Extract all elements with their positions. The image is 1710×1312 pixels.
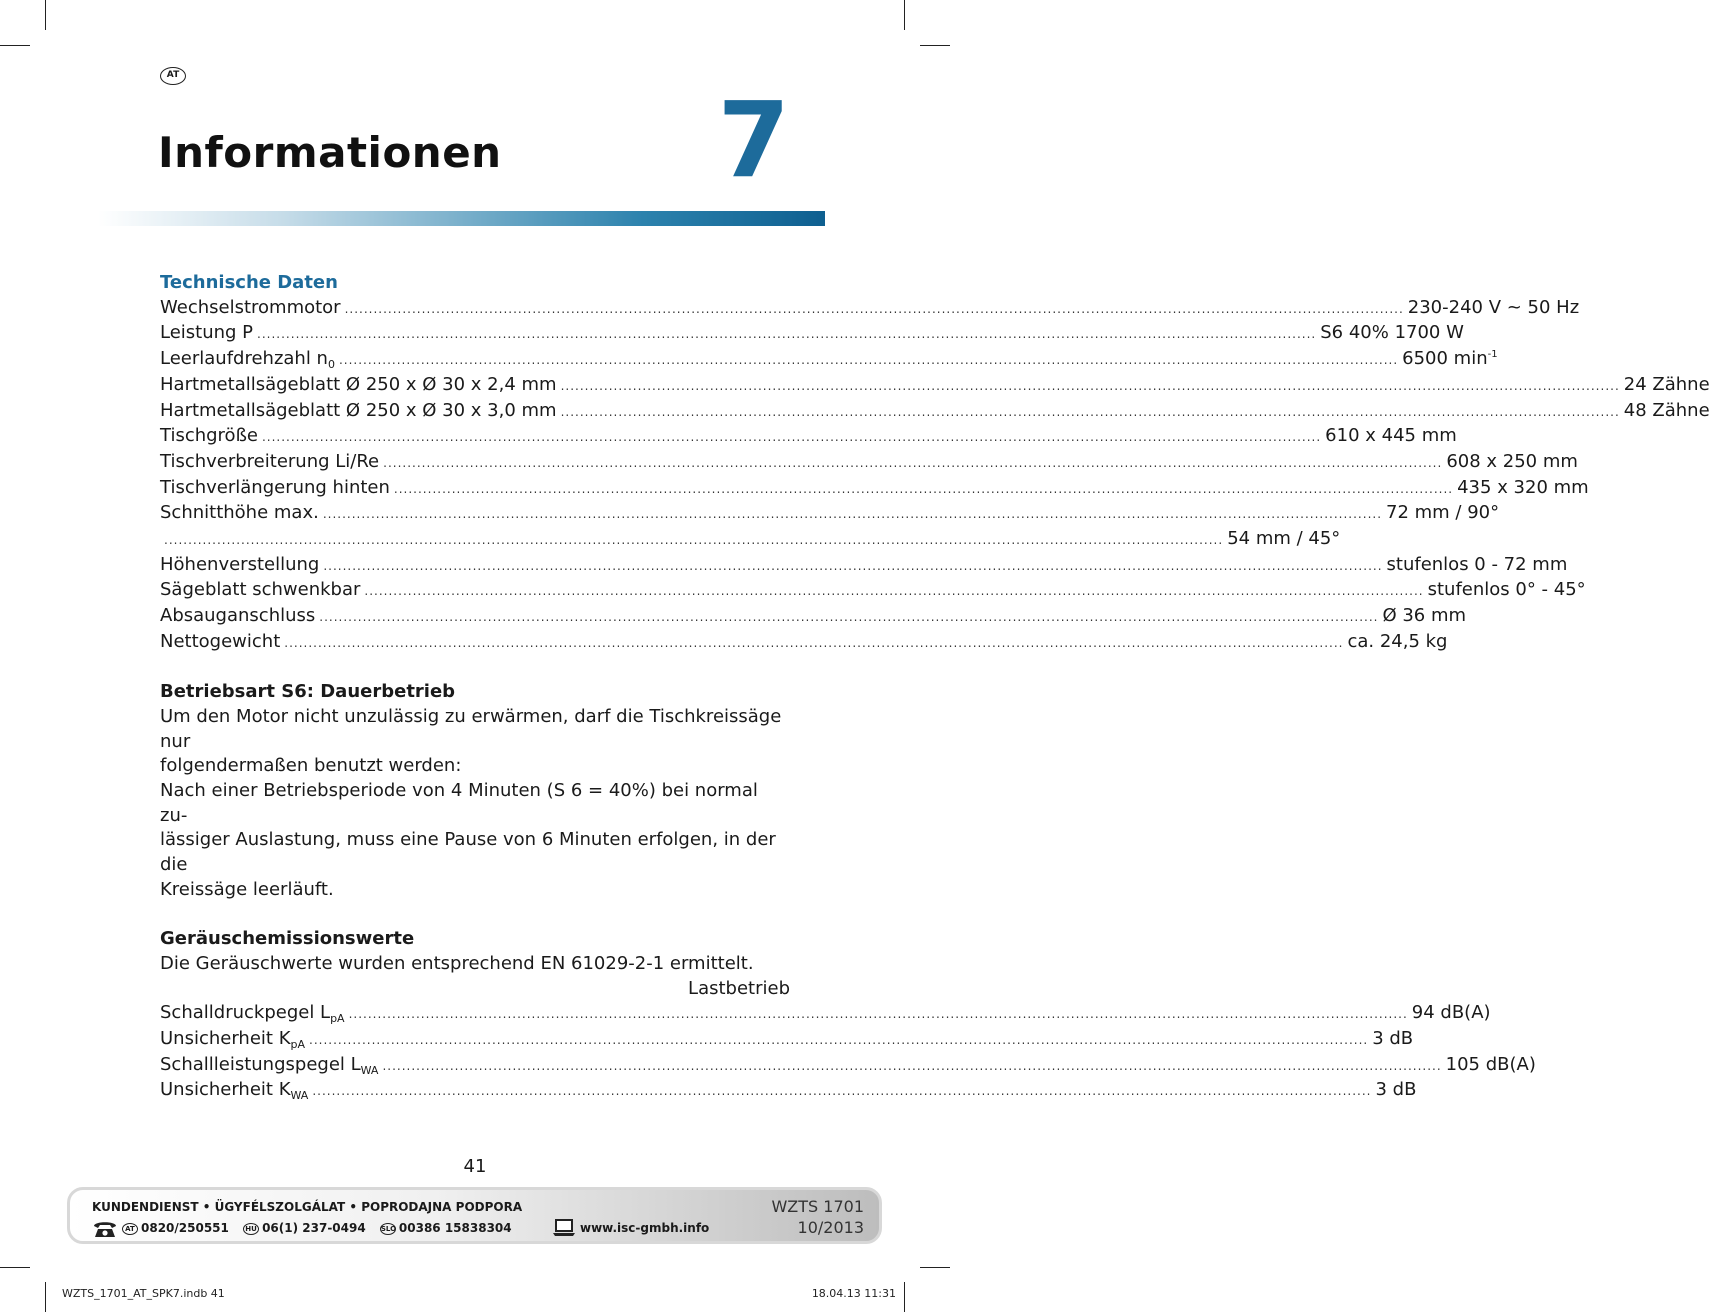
mode-line: Um den Motor nicht unzulässig zu erwärmen, darf die Tischkreissäge nur [160, 705, 782, 752]
spec-row-label: Höhenverstellung [160, 553, 320, 575]
spec-row [160, 604, 1467, 630]
spec-row [160, 630, 1448, 656]
country-badge: AT [160, 67, 186, 85]
service-footer [67, 1187, 882, 1244]
spec-row [160, 476, 1589, 502]
noise-row-value: 94 dB(A) [1411, 1002, 1491, 1024]
noise-row [160, 1053, 1536, 1079]
spec-row-value: 610 x 445 mm [1325, 425, 1457, 447]
dot-leader: ............................................................................................................................................................................................................................ [164, 533, 1224, 548]
spec-row-label: Leistung P [160, 322, 254, 344]
spec-row-value: 6500 $\min^{-1}$ [1402, 348, 1498, 370]
crop-mark [0, 1267, 30, 1268]
spec-row-value: stufenlos 0° - 45° [1427, 579, 1586, 601]
spec-row [160, 553, 1568, 579]
dot-leader: ............................................................................................................................................................................................................................ [348, 1007, 1408, 1022]
noise-row-label: Unsicherheit $K_{pA}$ [160, 1028, 306, 1052]
mode-line: Kreissäge leerläuft. [160, 878, 334, 900]
chapter-number: 7 [717, 79, 790, 201]
noise-row-label: Unsicherheit $K_{WA}$ [160, 1079, 309, 1103]
mode-line: folgendermaßen benutzt werden: [160, 755, 462, 777]
spec-row [160, 501, 1500, 527]
spec-row [160, 296, 1580, 322]
crop-mark [45, 1282, 46, 1312]
crop-mark [0, 45, 30, 46]
spec-row [160, 373, 1710, 399]
spec-row [160, 527, 1341, 553]
noise-row-label: Schalldruckpegel $L_{pA}$ [160, 1002, 345, 1026]
crop-mark [45, 0, 46, 30]
dot-leader: ............................................................................................................................................................................................................................ [383, 455, 1443, 470]
spec-row-value: 230-240 V ~ 50 Hz [1407, 296, 1580, 318]
phone-numbers [122, 1221, 512, 1235]
spec-row [160, 399, 1710, 425]
dot-leader: ............................................................................................................................................................................................................................ [323, 558, 1383, 573]
dot-leader: ............................................................................................................................................................................................................................ [319, 610, 1379, 625]
spec-row [160, 347, 1498, 373]
country-code-at: AT [122, 1223, 138, 1235]
noise-column-header: Lastbetrieb [688, 977, 790, 999]
spec-row-value: Ø 36 mm [1382, 605, 1467, 627]
service-label: KUNDENDIENST • ÜGYFÉLSZOLGÁLAT • POPRODAJNA PODPORA [92, 1200, 523, 1214]
spec-row-label: Hartmetallsägeblatt Ø 250 x Ø 30 x 2,4 mm [160, 373, 557, 395]
spec-row-label: Sägeblatt schwenkbar [160, 579, 361, 601]
phone-at: 0820/250551 [141, 1221, 229, 1235]
spec-row-label: Tischverlängerung hinten [160, 476, 390, 498]
country-code-hu: HU [243, 1223, 259, 1235]
print-slug-file: WZTS_1701_AT_SPK7.indb 41 [62, 1287, 225, 1300]
mode-heading: Betriebsart S6: Dauerbetrieb [160, 681, 456, 703]
header-gradient-bar [98, 211, 825, 226]
spec-row-value: 608 x 250 mm [1446, 450, 1578, 472]
spec-row-value: 435 x 320 mm [1457, 476, 1589, 498]
edition-date: 10/2013 [797, 1218, 864, 1237]
noise-row-value: 105 dB(A) [1445, 1053, 1536, 1075]
spec-row-label: Schnitthöhe max. [160, 502, 319, 524]
spec-row-value: 54 mm / 45° [1227, 528, 1341, 550]
spec-row-value: ca. 24,5 kg [1347, 630, 1448, 652]
crop-mark [904, 1282, 905, 1312]
dot-leader: ............................................................................................................................................................................................................................ [261, 430, 1322, 445]
model-info [771, 1196, 864, 1238]
spec-row-value: S6 40% 1700 W [1320, 322, 1464, 344]
phone-slo: 00386 15838304 [398, 1221, 512, 1235]
spec-row-label: Tischverbreiterung Li/Re [160, 450, 380, 472]
phone-hu: 06(1) 237-0494 [262, 1221, 366, 1235]
dot-leader: ............................................................................................................................................................................................................................ [560, 378, 1620, 393]
telephone-icon [92, 1219, 118, 1243]
noise-row [160, 1027, 1414, 1053]
laptop-icon [552, 1218, 576, 1242]
noise-intro: Die Geräuschwerte wurden entsprechend EN 61029-2-1 ermittelt. [160, 952, 754, 974]
dot-leader: ............................................................................................................................................................................................................................ [393, 481, 1454, 496]
spec-row-label: Absauganschluss [160, 605, 316, 627]
crop-mark [920, 45, 950, 46]
dot-leader: ............................................................................................................................................................................................................................ [560, 404, 1620, 419]
dot-leader: ............................................................................................................................................................................................................................ [312, 1084, 1372, 1099]
noise-row [160, 1001, 1491, 1027]
noise-row-label: Schallleistungspegel $L_{WA}$ [160, 1053, 379, 1077]
dot-leader: ............................................................................................................................................................................................................................ [284, 635, 1344, 650]
noise-value-list [160, 1001, 1536, 1104]
tech-heading: Technische Daten [160, 272, 338, 293]
dot-leader: ............................................................................................................................................................................................................................ [344, 301, 1404, 316]
spec-row-value: 48 Zähne [1623, 399, 1710, 421]
spec-row-value: 24 Zähne [1623, 373, 1710, 395]
spec-row-label: Wechselstrommotor [160, 296, 341, 318]
mode-line: lässiger Auslastung, muss eine Pause von 6 Minuten erfolgen, in der die [160, 829, 776, 876]
page-title: Informationen [158, 128, 502, 177]
tech-spec-list [160, 296, 1710, 656]
dot-leader: ............................................................................................................................................................................................................................ [257, 327, 1317, 342]
model-number: WZTS 1701 [771, 1197, 864, 1216]
dot-leader: ............................................................................................................................................................................................................................ [309, 1033, 1369, 1048]
dot-leader: ............................................................................................................................................................................................................................ [338, 353, 1399, 368]
spec-row [160, 321, 1464, 347]
spec-row-value: 72 mm / 90° [1386, 502, 1500, 524]
website-link[interactable]: www.isc-gmbh.info [580, 1221, 710, 1235]
dot-leader: ............................................................................................................................................................................................................................ [364, 584, 1424, 599]
spec-row [160, 424, 1457, 450]
noise-heading: Geräuschemissionswerte [160, 928, 415, 950]
spec-row-value: stufenlos 0 - 72 mm [1386, 553, 1568, 575]
spec-row-label: Nettogewicht [160, 630, 281, 652]
spec-row [160, 578, 1586, 604]
country-code-slo: SLO [380, 1225, 397, 1233]
noise-row [160, 1078, 1417, 1104]
spec-row-label: Hartmetallsägeblatt Ø 250 x Ø 30 x 3,0 mm [160, 399, 557, 421]
dot-leader: ............................................................................................................................................................................................................................ [382, 1058, 1442, 1073]
noise-row-value: 3 dB [1372, 1028, 1414, 1050]
spec-row-label: Tischgröße [160, 425, 258, 447]
crop-mark [904, 0, 905, 30]
crop-mark [920, 1267, 950, 1268]
noise-row-value: 3 dB [1375, 1079, 1417, 1101]
spec-row [160, 450, 1578, 476]
mode-line: Nach einer Betriebsperiode von 4 Minuten (S 6 = 40%) bei normal zu- [160, 780, 758, 826]
main-content [160, 271, 1710, 1104]
page-number: 41 [463, 1156, 487, 1177]
dot-leader: ............................................................................................................................................................................................................................ [322, 507, 1383, 522]
print-slug-timestamp: 18.04.13 11:31 [811, 1287, 896, 1300]
spec-row-label: Leerlaufdrehzahl $n_0$ [160, 348, 335, 372]
